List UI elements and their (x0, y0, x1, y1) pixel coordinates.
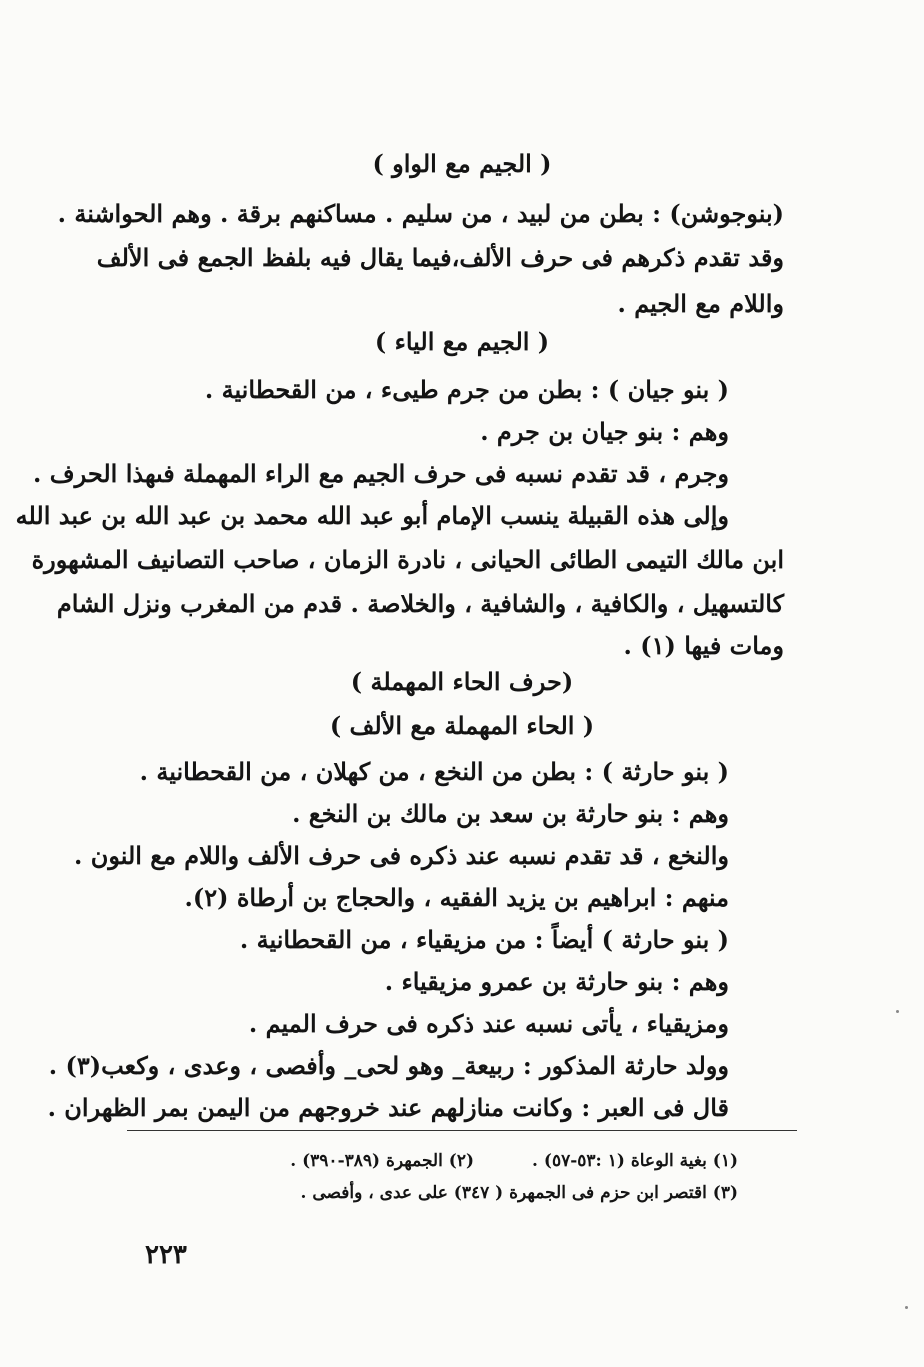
text-line: قال فى العبر : وكانت منازلهم عند خروجهم من اليمن بمر الظهران . (47, 1093, 729, 1122)
text-line: ( بنو حارثة ) أيضاً : من مزيقياء ، من القحطانية . (239, 925, 729, 954)
text-line: والنخع ، قد تقدم نسبه عند ذكره فى حرف الألف واللام مع النون . (73, 841, 729, 870)
text-line: وجرم ، قد تقدم نسبه فى حرف الجيم مع الراء المهملة فىهذا الحرف . (33, 459, 729, 488)
text-line: (بنوجوشن) : بطن من لبيد ، من سليم . مساكنهم برقة . وهم الحواشنة . (57, 199, 784, 228)
text-line: واللام مع الجيم . (617, 289, 784, 318)
footnote-3: (٣) اقتصر ابن حزم فى الجمهرة ( ٣٤٧) على عدى ، وأفصى . (300, 1183, 738, 1203)
text-line: وهم : بنو جيان بن جرم . (480, 417, 729, 446)
footnote-2: (٢) الجمهرة (٣٨٩-٣٩٠) . (290, 1151, 474, 1171)
section-heading-ha-alif: ( الحاء المهملة مع الألف ) (329, 711, 595, 740)
section-heading-jim-waw: ( الجيم مع الواو ) (372, 149, 552, 178)
text-line: وقد تقدم ذكرهم فى حرف الألف،فيما يقال فيه بلفظ الجمع فى الألف (96, 243, 784, 272)
text-line: ابن مالك التيمى الطائى الحيانى ، نادرة الزمان ، صاحب التصانيف المشهورة (31, 545, 784, 574)
page-number: ٢٢٣ (145, 1240, 187, 1270)
section-heading-ha: (حرف الحاء المهملة ) (350, 667, 574, 696)
text-line: ( بنو جيان ) : بطن من جرم طيىء ، من القحطانية . (204, 375, 729, 404)
footnote-separator (127, 1130, 797, 1131)
text-line: وهم : بنو حارثة بن عمرو مزيقياء . (384, 967, 729, 996)
text-line: ومزيقياء ، يأتى نسبه عند ذكره فى حرف الميم . (248, 1009, 729, 1038)
section-heading-jim-ya: ( الجيم مع الياء ) (374, 327, 550, 356)
text-line: وولد حارثة المذكور : ربيعة_ وهو لحى_ وأفصى ، وعدى ، وكعب(٣) . (48, 1051, 729, 1080)
text-line: كالتسهيل ، والكافية ، والشافية ، والخلاصة . قدم من المغرب ونزل الشام (56, 589, 784, 618)
text-line: منهم : ابراهيم بن يزيد الفقيه ، والحجاج بن أرطاة (٢). (184, 883, 729, 912)
text-line: ومات فيها (١) . (623, 631, 784, 660)
text-line: وهم : بنو حارثة بن سعد بن مالك بن النخع . (292, 799, 729, 828)
footnote-1: (١) بغية الوعاة (١ :٥٣-٥٧) . (532, 1151, 738, 1171)
paper-speck (896, 1010, 899, 1013)
text-line: وإلى هذه القبيلة ينسب الإمام أبو عبد الله محمد بن عبد الله بن عبد الله (15, 501, 729, 530)
paper-speck (905, 1306, 908, 1309)
text-line: ( بنو حارثة ) : بطن من النخع ، من كهلان ، من القحطانية . (139, 757, 729, 786)
